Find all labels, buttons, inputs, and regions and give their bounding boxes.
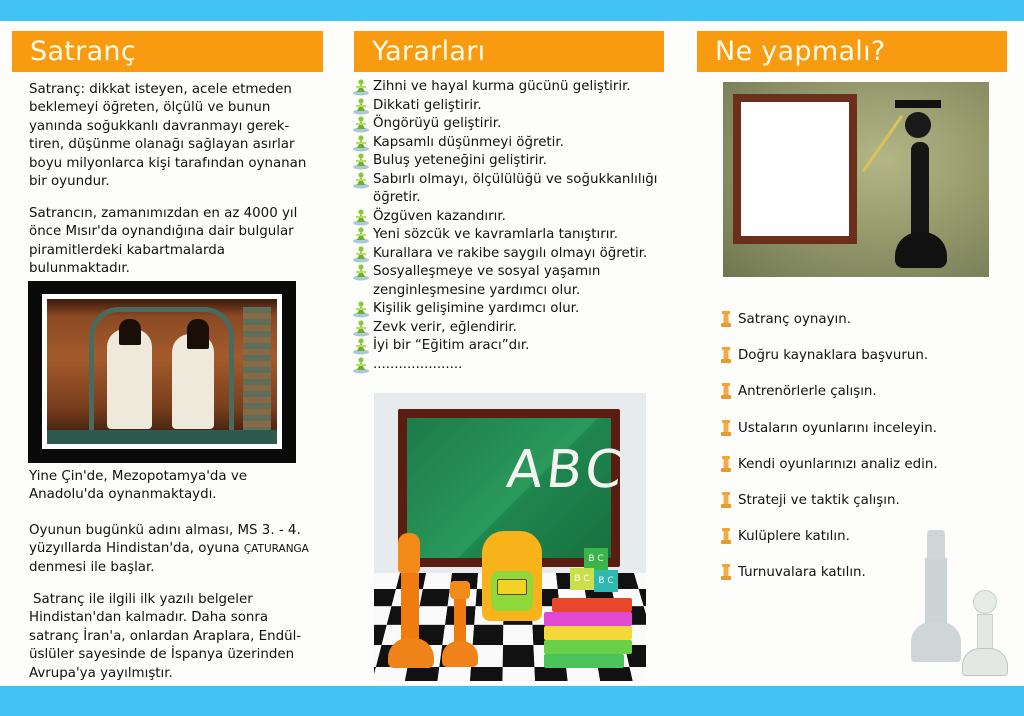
rook-icon <box>721 383 731 399</box>
rook-icon <box>721 492 731 508</box>
list-item: Turnuvalara katılın. <box>720 564 980 600</box>
bottom-accent-bar <box>0 686 1024 716</box>
rook-icon <box>721 564 731 580</box>
section-title-ne-yapmali: Ne yapmalı? <box>697 31 1007 72</box>
book-stack <box>544 598 640 673</box>
regions-paragraph: Yine Çin'de, Mezopotamya'da ve Anadolu'da oynanmaktaydı. <box>29 469 248 503</box>
leaf-person-icon <box>352 264 371 281</box>
egyptian-relief-image <box>28 281 296 463</box>
list-item: ..................... <box>352 356 662 375</box>
leaf-person-icon <box>352 153 371 170</box>
picture-frame <box>733 94 857 244</box>
list-item: Kendi oyunlarınızı analiz edin. <box>720 456 980 492</box>
leaf-person-icon <box>352 227 371 244</box>
list-item: Kişilik gelişimine yardımcı olur. <box>352 300 662 319</box>
leaf-person-icon <box>352 209 371 226</box>
rook-icon <box>721 347 731 363</box>
letter-cubes: B C B C B C <box>570 548 620 593</box>
name-origin-paragraph <box>29 522 319 577</box>
egypt-paragraph: Satrancın, zamanımızdan en az 4000 yıl önce Mısır'da oynandığına dair bulgular piramitlerdeki kabartmalarda bulunmaktadır. <box>29 206 298 277</box>
list-item: Zihni ve hayal kurma gücünü geliştirir. <box>352 78 662 97</box>
list-item: Dikkati geliştirir. <box>352 97 662 116</box>
list-item: Kapsamlı düşünmeyi öğretir. <box>352 134 662 153</box>
name-origin-text-b: denmesi ile başlar. <box>29 559 155 575</box>
list-item: Satranç oynayın. <box>720 311 980 347</box>
rook-icon <box>721 456 731 472</box>
list-item: Antrenörlerle çalışın. <box>720 383 980 419</box>
king-shadow-image <box>907 530 967 665</box>
chalkboard-text: ABC <box>503 440 629 500</box>
list-item: Zevk verir, eğlendirir. <box>352 319 662 338</box>
list-item: Kurallara ve rakibe saygılı olmayı öğretir. <box>352 245 662 264</box>
rook-icon <box>721 420 731 436</box>
rook-icon <box>721 311 731 327</box>
list-item: İyi bir “Eğitim aracı”dır. <box>352 337 662 356</box>
backpack <box>482 531 542 621</box>
leaf-person-icon <box>352 79 371 96</box>
rook-icon <box>721 528 731 544</box>
list-item: Doğru kaynaklara başvurun. <box>720 347 980 383</box>
section-title-yararlari: Yararları <box>354 31 664 72</box>
list-item: Sabırlı olmayı, ölçülülüğü ve soğukkanlılığı öğretir. <box>352 171 662 208</box>
leaf-person-icon <box>352 246 371 263</box>
caturanga-word: ÇATURANGA <box>243 543 309 556</box>
list-item: Kulüplere katılın. <box>720 528 980 564</box>
list-item: Öngörüyü geliştirir. <box>352 115 662 134</box>
orange-pawn-piece <box>442 581 478 671</box>
leaf-person-icon <box>352 98 371 115</box>
list-item: Yeni sözcük ve kavramlarla tanıştırır. <box>352 226 662 245</box>
list-item: Buluş yeteneğini geliştirir. <box>352 152 662 171</box>
list-item: Özgüven kazandırır. <box>352 208 662 227</box>
history-paragraph: Satranç ile ilgili ilk yazılı belgeler Hindistan'dan kalmadır. Daha sonra satranç İran'a, onlardan Araplara, Endül-üslüler sayesinde de İspanya üzerinden Avrupa'ya yayılmıştır. <box>29 592 302 681</box>
name-origin-text-a: Oyunun bugünkü adını alması, MS 3. - 4. yüzyıllarda Hindistan'da, oyuna <box>29 523 301 557</box>
list-item: Sosyalleşmeye ve sosyal yaşamın zenginleşmesine yardımcı olur. <box>352 263 662 300</box>
orange-king-piece <box>388 533 434 673</box>
leaf-person-icon <box>352 357 371 374</box>
leaf-person-icon <box>352 338 371 355</box>
benefits-list <box>352 78 662 374</box>
leaf-person-icon <box>352 135 371 152</box>
list-item: Ustaların oyunlarını inceleyin. <box>720 420 980 456</box>
top-accent-bar <box>0 0 1024 21</box>
leaf-person-icon <box>352 320 371 337</box>
list-item: Strateji ve taktik çalışın. <box>720 492 980 528</box>
intro-paragraph: Satranç: dikkat isteyen, acele etmeden beklemeyi öğreten, ölçülü ve bunun yanında soğukkanlı davranmayı gerek-tiren, düşünme olanağı sağlayan asırlar boyu milyonlarca kişi tarafından oynanan bir oyundur. <box>29 82 307 190</box>
chess-teacher-image <box>723 82 989 277</box>
white-pawn-image <box>960 590 1010 678</box>
section-title-satranc: Satranç <box>12 31 323 72</box>
classroom-chess-image <box>374 393 646 681</box>
leaf-person-icon <box>352 116 371 133</box>
leaf-person-icon <box>352 301 371 318</box>
leaf-person-icon <box>352 172 371 189</box>
